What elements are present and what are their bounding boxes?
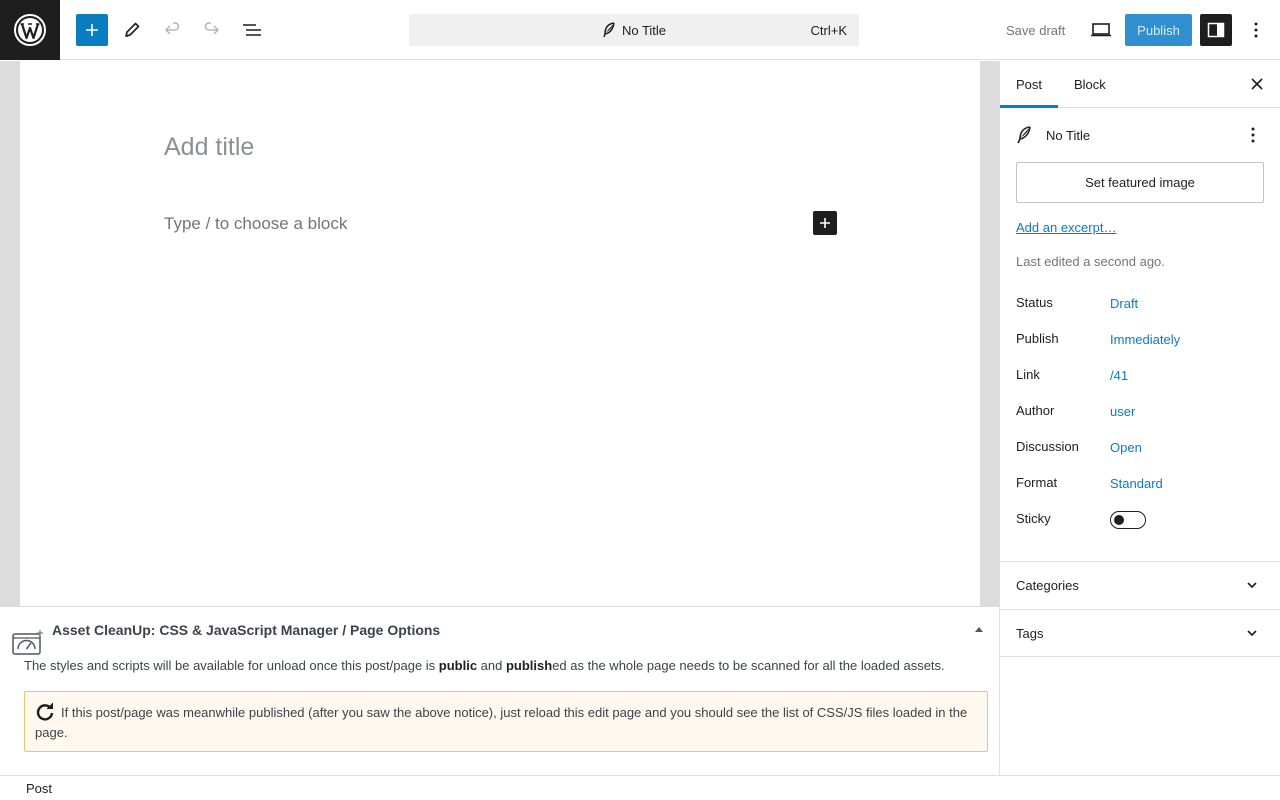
post-summary-title: No Title xyxy=(1046,127,1091,143)
status-row xyxy=(1016,295,1266,317)
author-button[interactable]: user xyxy=(1110,404,1136,419)
chevron-down-icon xyxy=(1246,579,1258,591)
author-label: Author xyxy=(1016,403,1055,418)
block-appender[interactable]: Type / to choose a block xyxy=(164,214,348,233)
save-draft-button[interactable]: Save draft xyxy=(1006,22,1066,38)
feather-icon xyxy=(602,22,616,38)
sticky-toggle[interactable] xyxy=(1110,511,1146,529)
settings-toggle-button[interactable] xyxy=(1200,14,1232,46)
sticky-label: Sticky xyxy=(1016,511,1051,526)
discussion-button[interactable]: Open xyxy=(1110,440,1142,455)
publish-label: Publish xyxy=(1016,331,1059,346)
command-shortcut: Ctrl+K xyxy=(810,22,847,38)
discussion-label: Discussion xyxy=(1016,439,1079,454)
categories-panel[interactable] xyxy=(1000,561,1280,609)
wordpress-logo-button[interactable] xyxy=(0,0,60,60)
chevron-down-icon xyxy=(1246,627,1258,639)
description-text: and xyxy=(477,658,506,673)
undo-icon xyxy=(163,21,181,39)
description-text: The styles and scripts will be available for unload once this post/page is xyxy=(24,658,439,673)
list-view-icon xyxy=(242,21,262,39)
desktop-icon xyxy=(1091,22,1111,38)
tags-panel-label: Tags xyxy=(1016,626,1044,641)
post-summary-header xyxy=(1016,125,1266,145)
undo-button[interactable] xyxy=(156,14,188,46)
link-row xyxy=(1016,367,1266,389)
status-label: Status xyxy=(1016,295,1053,310)
metabox-title: Asset CleanUp: CSS & JavaScript Manager / Page Options xyxy=(52,622,441,638)
categories-panel-label: Categories xyxy=(1016,578,1079,593)
discussion-row xyxy=(1016,439,1266,461)
close-icon[interactable] xyxy=(1249,76,1265,92)
description-bold-publish: publish xyxy=(505,658,553,673)
set-featured-image-button[interactable]: Set featured image xyxy=(1016,162,1264,203)
reload-notice xyxy=(24,691,988,752)
asset-cleanup-metabox xyxy=(0,606,1000,776)
metabox-description xyxy=(24,658,945,673)
sticky-row xyxy=(1016,511,1266,533)
publish-button[interactable]: Publish xyxy=(1125,14,1192,46)
settings-sidebar xyxy=(999,61,1280,775)
preview-button[interactable] xyxy=(1085,14,1117,46)
publish-date-button[interactable]: Immediately xyxy=(1110,332,1181,347)
tab-block[interactable]: Block xyxy=(1074,77,1106,92)
more-vertical-icon[interactable] xyxy=(1250,125,1256,145)
description-text: ed as the whole page needs to be scanned for all the loaded assets. xyxy=(552,658,945,673)
document-overview-button[interactable] xyxy=(236,14,268,46)
format-row xyxy=(1016,475,1266,497)
description-bold-public: public xyxy=(438,658,478,673)
block-inserter-button[interactable] xyxy=(76,14,108,46)
pencil-icon xyxy=(123,21,141,39)
plus-icon xyxy=(819,217,831,229)
redo-icon xyxy=(203,21,221,39)
asset-cleanup-icon xyxy=(12,626,46,656)
reload-icon xyxy=(35,703,55,721)
editor-header xyxy=(0,0,1280,60)
add-block-button[interactable] xyxy=(813,211,837,235)
wordpress-icon xyxy=(13,13,47,47)
feather-icon xyxy=(1016,126,1032,144)
editor-canvas[interactable] xyxy=(20,61,980,607)
tab-post[interactable]: Post xyxy=(1000,61,1058,108)
sidebar-tabs xyxy=(1000,61,1280,108)
last-edited-text: Last edited a second ago. xyxy=(1016,254,1165,269)
block-breadcrumb-footer xyxy=(0,775,1280,800)
options-menu-button[interactable] xyxy=(1240,14,1272,46)
format-label: Format xyxy=(1016,475,1058,490)
status-value-button[interactable]: Draft xyxy=(1110,296,1139,311)
collapse-arrow-icon[interactable] xyxy=(972,623,986,637)
plus-icon xyxy=(84,22,100,38)
notice-text: If this post/page was meanwhile published (after you saw the above notice), just reload this edit page and you should see the list of CSS/JS files loaded in the page. xyxy=(35,705,968,740)
command-palette-bar[interactable] xyxy=(409,14,859,46)
redo-button[interactable] xyxy=(196,14,228,46)
permalink-button[interactable]: /41 xyxy=(1110,368,1129,383)
tags-panel[interactable] xyxy=(1000,609,1280,657)
author-row xyxy=(1016,403,1266,425)
sidebar-icon xyxy=(1207,21,1225,39)
publish-date-row xyxy=(1016,331,1266,353)
more-vertical-icon xyxy=(1254,22,1258,38)
post-title-input[interactable]: Add title xyxy=(164,133,255,161)
document-title: No Title xyxy=(621,22,667,38)
link-label: Link xyxy=(1016,367,1040,382)
editor-canvas-area xyxy=(0,61,1000,607)
add-excerpt-link[interactable]: Add an excerpt… xyxy=(1016,220,1117,235)
breadcrumb-item[interactable]: Post xyxy=(26,781,53,796)
format-button[interactable]: Standard xyxy=(1110,476,1163,491)
tools-button[interactable] xyxy=(116,14,148,46)
